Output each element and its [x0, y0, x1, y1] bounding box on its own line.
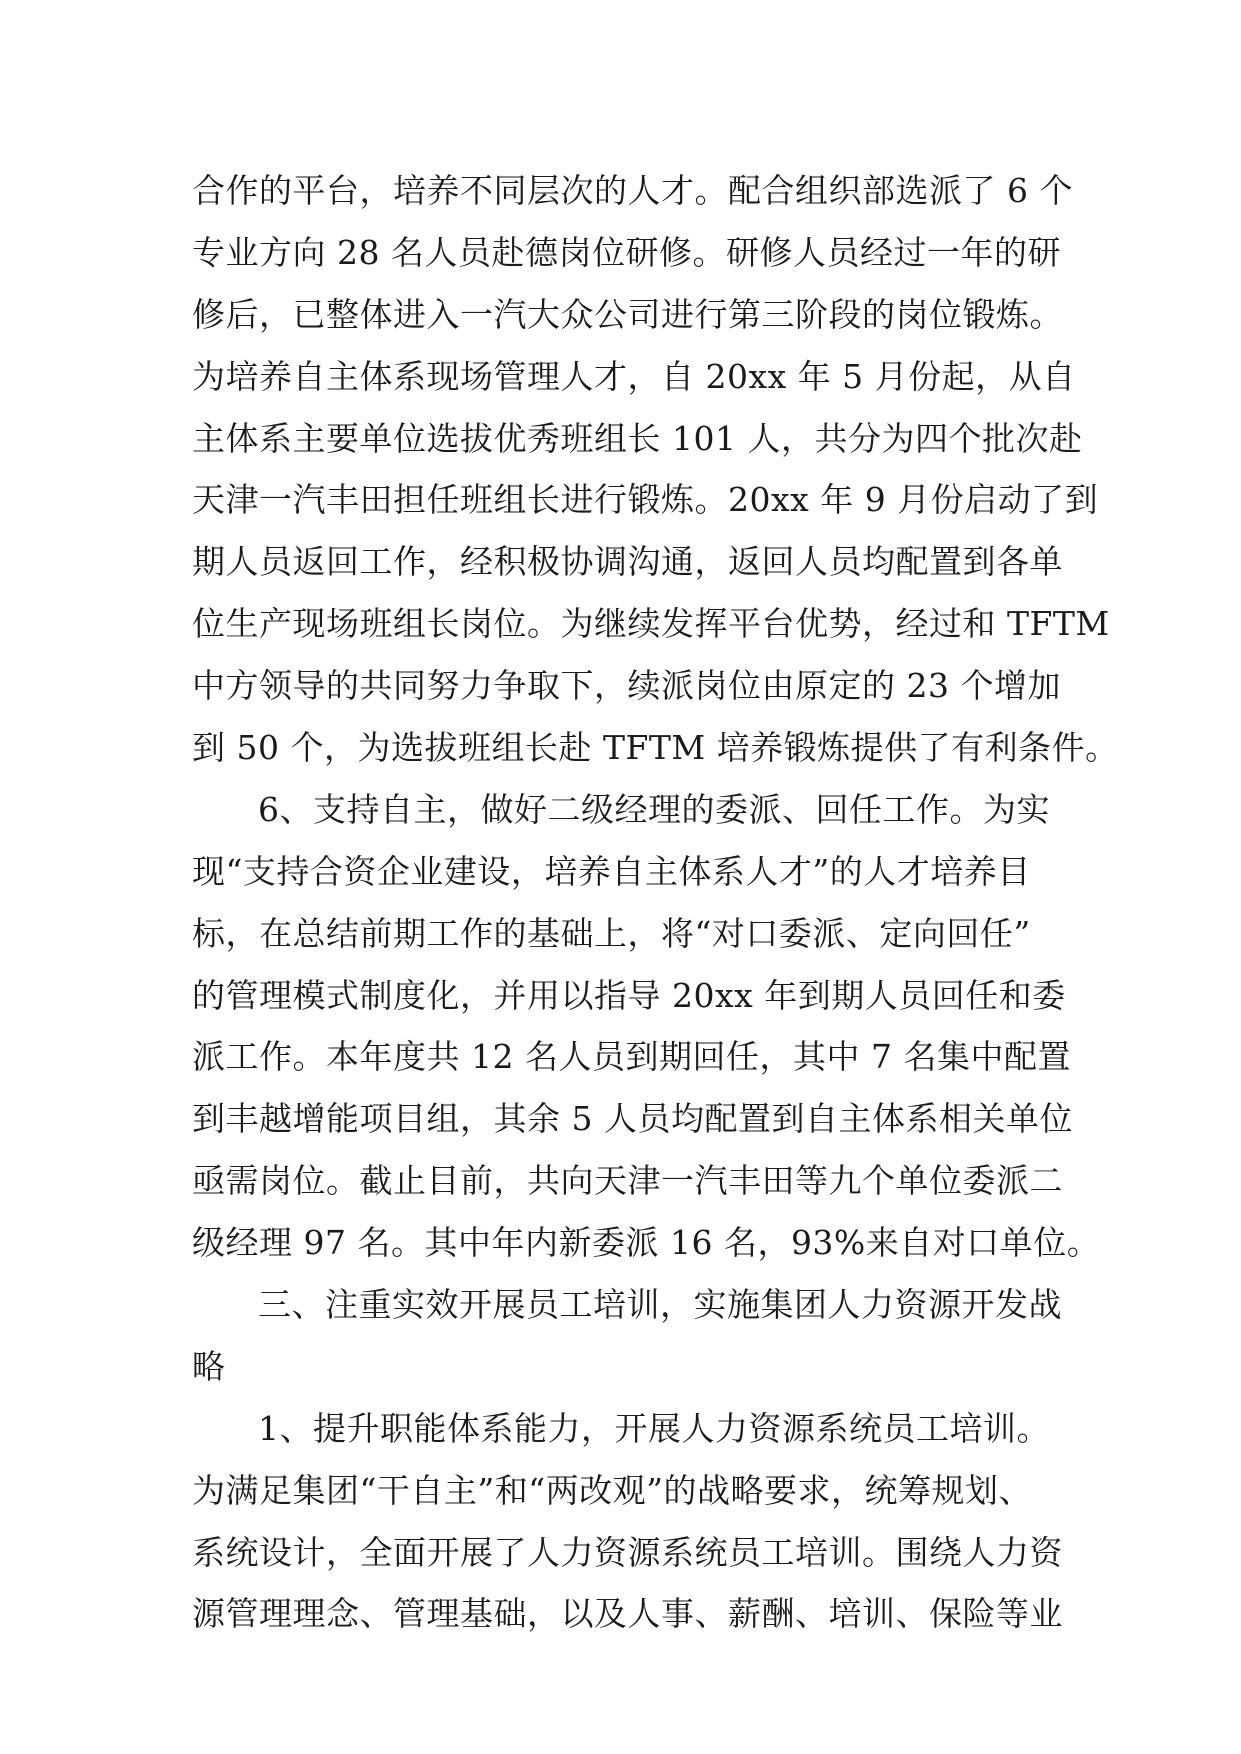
text-line: 源管理理念、管理基础，以及人事、薪酬、培训、保险等业: [192, 1594, 1063, 1634]
text-line: 系统设计，全面开展了人力资源系统员工培训。围绕人力资: [192, 1532, 1063, 1572]
text-line: 主体系主要单位选拔优秀班组长 101 人，共分为四个批次赴: [192, 418, 1083, 458]
text-line: 到丰越增能项目组，其余 5 人员均配置到自主体系相关单位: [192, 1099, 1073, 1139]
text-line: 中方领导的共同努力争取下，续派岗位由原定的 23 个增加: [192, 666, 1061, 706]
paragraph-start-line: 1、提升职能体系能力，开展人力资源系统员工培训。: [258, 1408, 1050, 1448]
text-line: 到 50 个，为选拔班组长赴 TFTM 培养锻炼提供了有利条件。: [192, 728, 1119, 768]
text-line: 现“支持合资企业建设，培养自主体系人才”的人才培养目: [192, 851, 1031, 891]
text-line: 亟需岗位。截止目前，共向天津一汽丰田等九个单位委派二: [192, 1161, 1063, 1201]
text-line: 天津一汽丰田担任班组长进行锻炼。20xx 年 9 月份启动了到: [192, 480, 1099, 520]
text-line: 修后，已整体进入一汽大众公司进行第三阶段的岗位锻炼。: [192, 294, 1063, 334]
text-line: 为满足集团“干自主”和“两改观”的战略要求，统筹规划、: [192, 1470, 1032, 1510]
text-line: 位生产现场班组长岗位。为继续发挥平台优势，经过和 TFTM: [192, 604, 1110, 644]
document-body: [192, 160, 1119, 1645]
text-line: 期人员返回工作，经积极协调沟通，返回人员均配置到各单: [192, 542, 1063, 582]
text-line: 派工作。本年度共 12 名人员到期回任，其中 7 名集中配置: [192, 1037, 1071, 1077]
text-line: 专业方向 28 名人员赴德岗位研修。研修人员经过一年的研: [192, 232, 1061, 272]
text-line: 为培养自主体系现场管理人才，自 20xx 年 5 月份起，从自: [192, 356, 1076, 396]
text-line: 标，在总结前期工作的基础上，将“对口委派、定向回任”: [192, 913, 1031, 953]
paragraph-start-line: 6、支持自主，做好二级经理的委派、回任工作。为实: [258, 789, 1050, 829]
text-line: 合作的平台，培养不同层次的人才。配合组织部选派了 6 个: [192, 171, 1073, 210]
section-heading-line: 略: [192, 1346, 226, 1386]
text-line: 的管理模式制度化，并用以指导 20xx 年到期人员回任和委: [192, 975, 1066, 1015]
section-heading-line: 三、注重实效开展员工培训，实施集团人力资源开发战: [258, 1285, 1062, 1325]
text-line: 级经理 97 名。其中年内新委派 16 名，93%来自对口单位。: [192, 1223, 1101, 1263]
